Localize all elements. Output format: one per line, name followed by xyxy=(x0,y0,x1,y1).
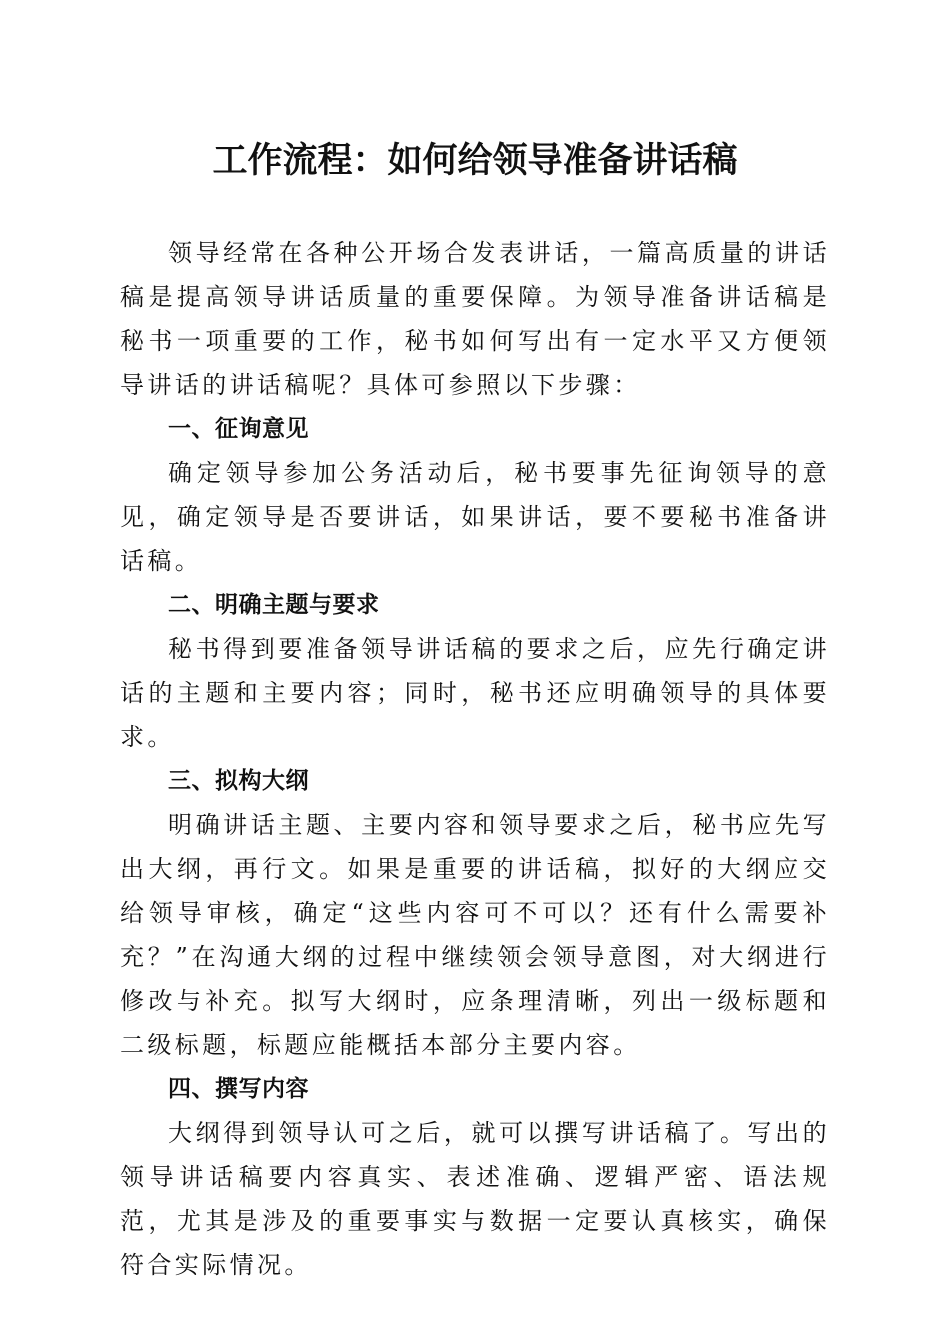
section-heading-1: 一、征询意见 xyxy=(168,416,309,442)
section-heading-3: 三、拟构大纲 xyxy=(168,768,309,794)
section-heading-4: 四、撰写内容 xyxy=(168,1076,309,1102)
intro-paragraph: 领导经常在各种公开场合发表讲话，一篇高质量的讲话稿是提高领导讲话质量的重要保障。为领导准备讲话稿是秘书一项重要的工作，秘书如何写出有一定水平又方便领导讲话的讲话稿呢？具体可参照以下步骤： xyxy=(120,239,830,399)
section-heading-2: 二、明确主题与要求 xyxy=(168,592,380,618)
document-title: 工作流程：如何给领导准备讲话稿 xyxy=(212,140,738,181)
section-body-1: 确定领导参加公务活动后，秘书要事先征询领导的意见，确定领导是否要讲话，如果讲话，要不要秘书准备讲话稿。 xyxy=(120,459,830,575)
document-body xyxy=(120,231,830,1287)
section-body-4: 大纲得到领导认可之后，就可以撰写讲话稿了。写出的领导讲话稿要内容真实、表述准确、逻辑严密、语法规范，尤其是涉及的重要事实与数据一定要认真核实，确保符合实际情况。 xyxy=(120,1119,830,1279)
section-body-3: 明确讲话主题、主要内容和领导要求之后，秘书应先写出大纲，再行文。如果是重要的讲话稿，拟好的大纲应交给领导审核，确定“这些内容可不可以？还有什么需要补充？”在沟通大纲的过程中继续领会领导意图，对大纲进行修改与补充。拟写大纲时，应条理清晰，列出一级标题和二级标题，标题应能概括本部分主要内容。 xyxy=(120,811,830,1059)
section-body-2: 秘书得到要准备领导讲话稿的要求之后，应先行确定讲话的主题和主要内容；同时，秘书还应明确领导的具体要求。 xyxy=(120,635,830,751)
